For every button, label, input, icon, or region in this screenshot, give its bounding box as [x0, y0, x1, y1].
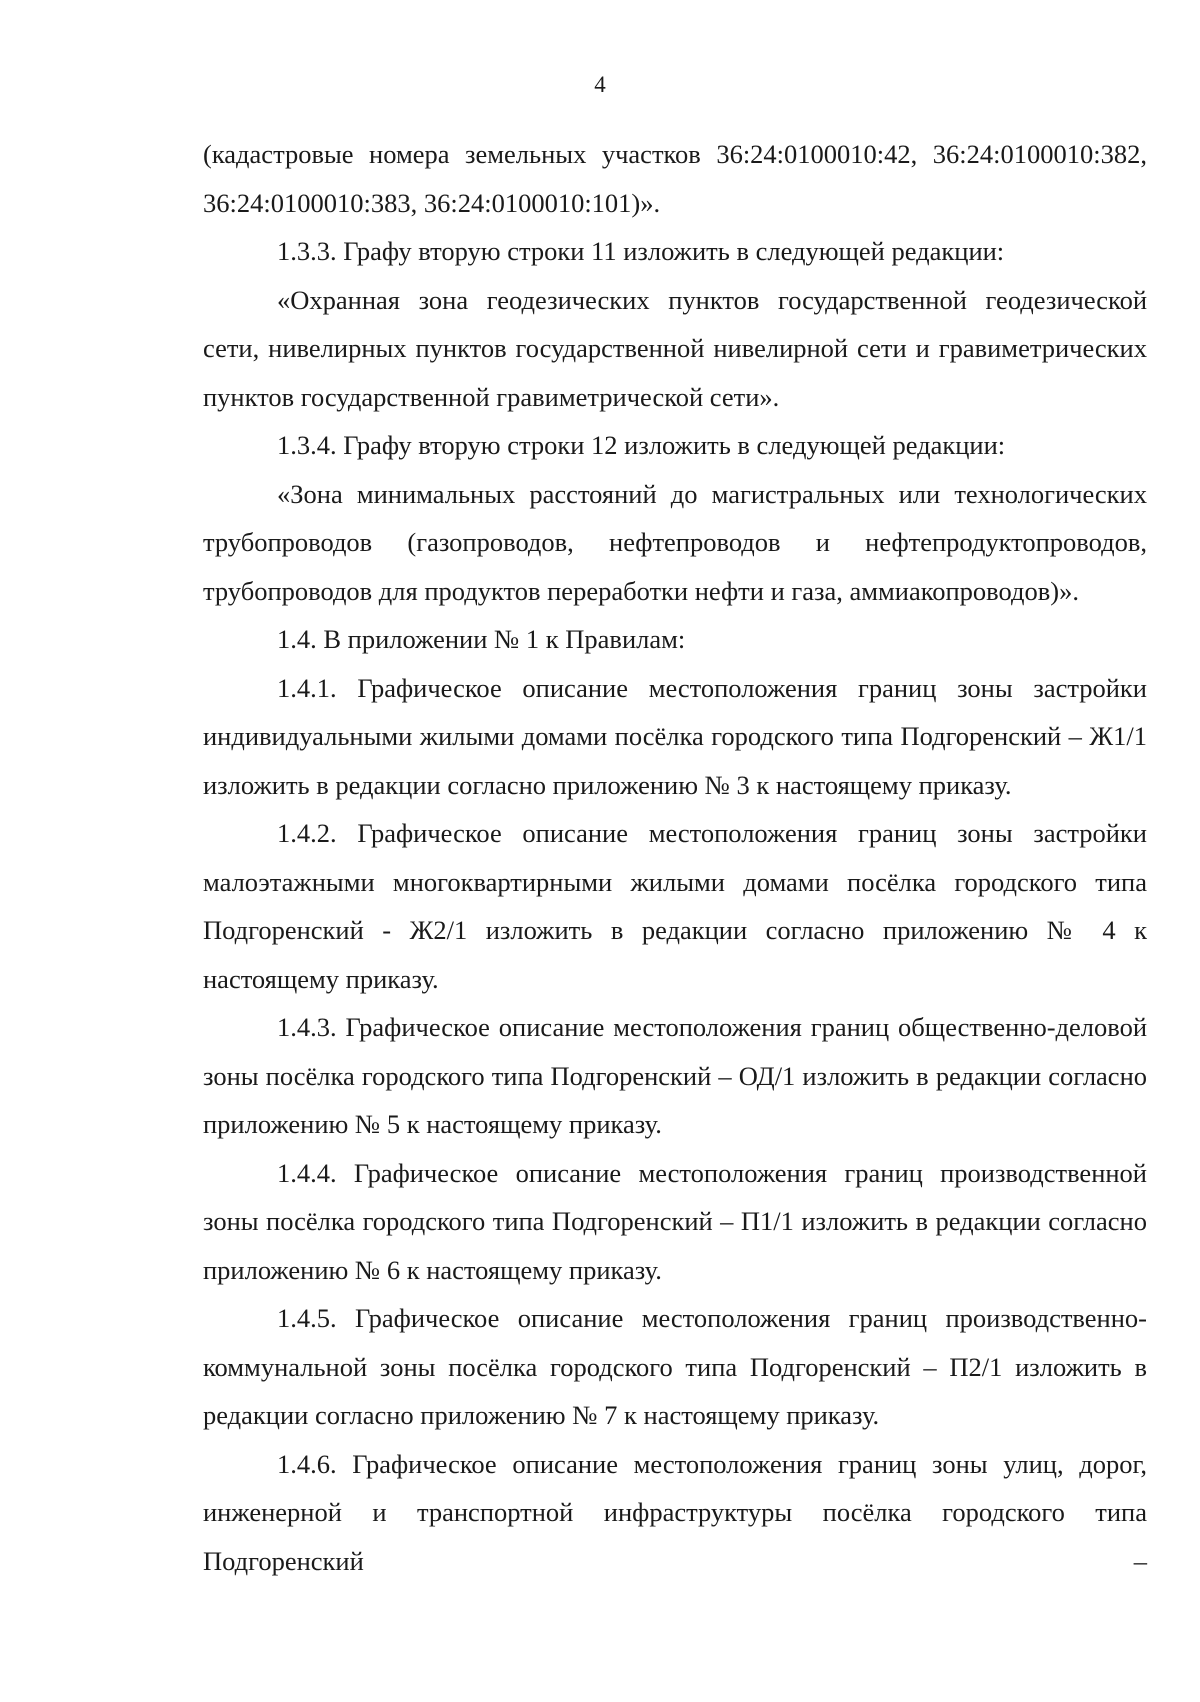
paragraph-1-4: 1.4. В приложении № 1 к Правилам: — [277, 624, 686, 654]
paragraph-1-4-1: 1.4.1. Графическое описание местоположения границ зоны застройки индивидуальными жилыми домами посёлка городского типа Подгоренский – Ж1/1 изложить в редакции согласно приложению № 3 к настоящему приказу. — [203, 672, 1147, 800]
paragraph-1-4-6: 1.4.6. Графическое описание местоположения границ зоны улиц, дорог, инженерной и транспортной инфраструктуры посёлка городского типа Подгоренский – — [203, 1448, 1147, 1576]
paragraph-1-3-3: 1.3.3. Графу вторую строки 11 изложить в следующей редакции: — [277, 236, 1005, 266]
paragraph-1-4-4: 1.4.4. Графическое описание местоположения границ производственной зоны посёлка городского типа Подгоренский – П1/1 изложить в редакции согласно приложению № 6 к настоящему приказу. — [203, 1157, 1147, 1285]
page-number: 4 — [594, 72, 606, 97]
paragraph-1-4-3: 1.4.3. Графическое описание местоположения границ общественно-деловой зоны посёлка городского типа Подгоренский – ОД/1 изложить в редакции согласно приложению № 5 к настоящему приказу. — [203, 1012, 1147, 1139]
paragraph-1-4-5: 1.4.5. Графическое описание местоположения границ производственно-коммунальной зоны посёлка городского типа Подгоренский – П2/1 изложить в редакции согласно приложению № 7 к настоящему приказу. — [203, 1303, 1147, 1430]
paragraph-1-4-2: 1.4.2. Графическое описание местоположения границ зоны застройки малоэтажными многоквартирными жилыми домами посёлка городского типа Подгоренский - Ж2/1 изложить в редакции согласно приложению № 4 к настоящему приказу. — [203, 818, 1147, 994]
paragraph-1-3-4: 1.3.4. Графу вторую строки 12 изложить в следующей редакции: — [277, 430, 1006, 460]
paragraph-1-3-3-text: «Охранная зона геодезических пунктов государственной геодезической сети, нивелирных пунктов государственной нивелирной сети и гравиметрических пунктов государственной гравиметрической сети». — [203, 284, 1147, 412]
paragraph-cadastral-numbers: (кадастровые номера земельных участков 36:24:0100010:42, 36:24:0100010:382, 36:24:0100010:383, 36:24:0100010:101)». — [203, 139, 1147, 218]
paragraph-1-3-4-text: «Зона минимальных расстояний до магистральных или технологических трубопроводов (газопроводов, нефтепроводов и нефтепродуктопроводов, трубопроводов для продуктов переработки нефти и газа, аммиакопроводов)». — [203, 478, 1147, 606]
document-body — [203, 130, 1147, 1585]
